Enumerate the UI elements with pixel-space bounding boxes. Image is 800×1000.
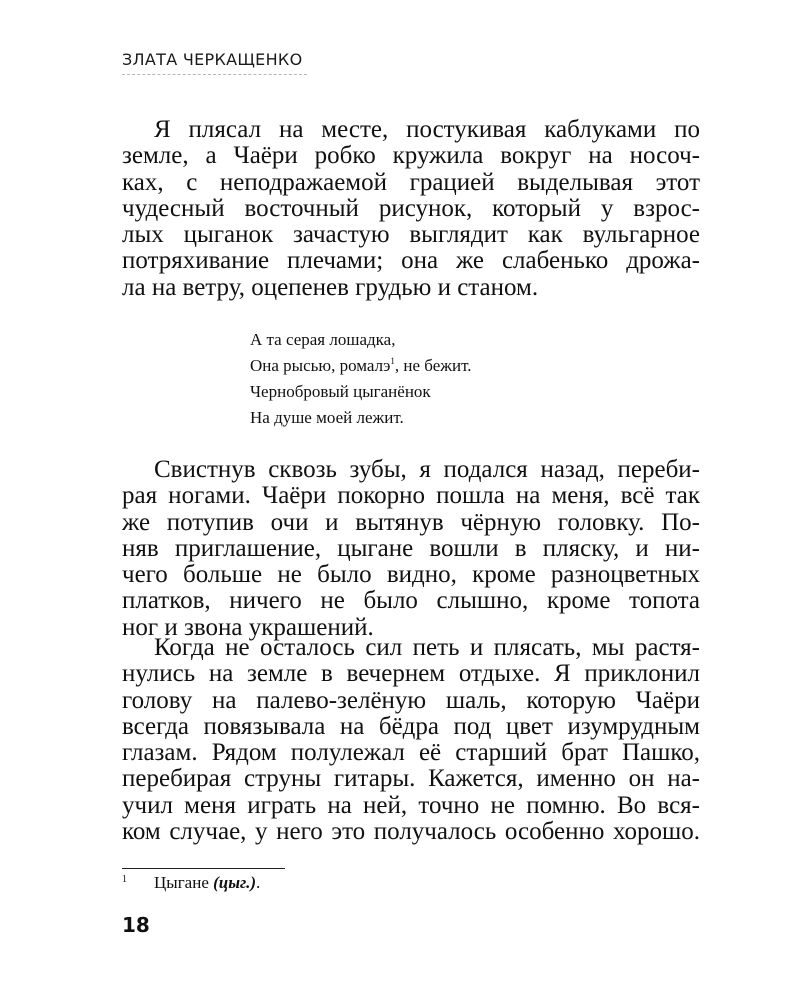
poem-line: А та серая лошадка, [250, 330, 396, 349]
text-line: ках, с неподражаемой грацией выделывая этот [122, 168, 700, 196]
paragraph-3 [122, 635, 700, 845]
text-line: Свистнув сквозь зубы, я подался назад, переби- [154, 456, 700, 483]
text-line: нулись на земле в вечернем отдыхе. Я приклонил [122, 660, 700, 688]
text-line: лых цыганок зачастую выглядит как вульгарное [122, 221, 700, 249]
poem-line-text: , не бежит. [394, 356, 472, 375]
text-line: ком случае, у него это получалось особенно хорошо. [122, 818, 700, 846]
text-line: потряхивание плечами; она же слабенько дрожа- [122, 247, 700, 275]
running-head: ЗЛАТА ЧЕРКАЩЕНКО [122, 50, 303, 69]
text-line: перебирая струны гитары. Кажется, именно он на- [122, 765, 700, 793]
text-line: платков, ничего не было слышно, кроме топота [122, 587, 700, 615]
running-head-rule [122, 74, 307, 75]
text-line: же потупив очи и вытянув чёрную головку. По- [122, 508, 700, 536]
footnote-reference: 1 [390, 356, 395, 366]
text-line: земле, а Чаёри робко кружила вокруг на носоч- [122, 142, 700, 170]
poem-line: На душе моей лежит. [250, 408, 404, 427]
text-line: всегда повязывала на бёдра под цвет изумрудным [122, 712, 700, 740]
poem-line-text: Она рысью, ромалэ [250, 356, 391, 375]
paragraph-2 [122, 457, 700, 641]
footnote-end: . [256, 873, 261, 892]
footnote-text: Цыгане [154, 873, 214, 892]
poem-line: Чернобровый цыганёнок [250, 382, 431, 401]
footnote-rule [122, 868, 285, 869]
text-line: няв приглашение, цыгане вошли в пляску, и ни- [122, 534, 700, 562]
poem-line [250, 353, 472, 379]
text-line: Я плясал на месте, постукивая каблуками по [154, 116, 700, 143]
text-line: ног и звона украшений. [122, 613, 374, 641]
text-line: голову на палево-зелёную шаль, которую Чаёри [122, 686, 700, 714]
footnote: 1 Цыгане (цыг.). [122, 873, 261, 892]
text-line: чего больше не было видно, кроме разноцветных [122, 561, 700, 589]
text-line: глазам. Рядом полулежал её старший брат Пашко, [122, 739, 700, 767]
text-line: Когда не осталось сил петь и плясать, мы растя- [154, 634, 700, 661]
poem-stanza [250, 327, 472, 431]
text-line: чудесный восточный рисунок, который у взрос- [122, 194, 700, 222]
paragraph-1 [122, 117, 700, 301]
page-number: 18 [122, 913, 150, 937]
text-line: ла на ветру, оцепенев грудью и станом. [122, 273, 539, 301]
text-line: учил меня играть на ней, точно не помню. Во вся- [122, 791, 700, 819]
text-line: рая ногами. Чаёри покорно пошла на меня, всё так [122, 482, 700, 510]
footnote-language-note: (цыг.) [213, 873, 256, 892]
